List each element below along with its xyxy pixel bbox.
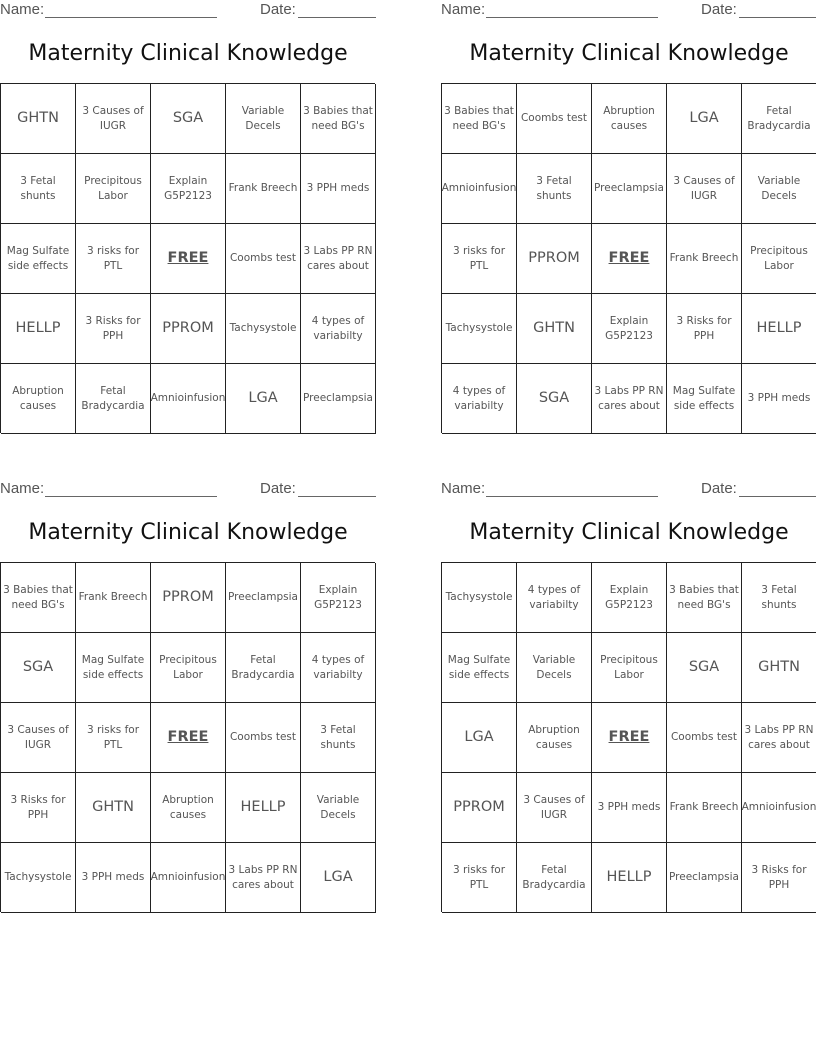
bingo-grid	[441, 562, 816, 912]
date-label: Date:	[701, 1, 737, 18]
bingo-cell: 3 Labs PP RN cares about	[592, 364, 667, 434]
bingo-cell: HELLP	[592, 843, 667, 913]
bingo-cell: Precipitous Labor	[592, 633, 667, 703]
bingo-card	[0, 0, 376, 440]
free-space-cell: FREE	[151, 703, 226, 773]
free-space-cell: FREE	[151, 224, 226, 294]
bingo-cell: Amnioinfusion	[151, 364, 226, 434]
bingo-cell: Fetal Bradycardia	[76, 364, 151, 434]
bingo-cell: LGA	[442, 703, 517, 773]
name-date-header	[441, 1, 816, 21]
bingo-cell: 3 Labs PP RN cares about	[226, 843, 301, 913]
bingo-cell: Amnioinfusion	[151, 843, 226, 913]
bingo-cell: 4 types of variabilty	[301, 633, 376, 703]
bingo-cell: Precipitous Labor	[76, 154, 151, 224]
bingo-cell: Coombs test	[226, 703, 301, 773]
bingo-cell: Mag Sulfate side effects	[442, 633, 517, 703]
name-blank-line[interactable]	[486, 17, 658, 18]
bingo-cell: Tachysystole	[442, 294, 517, 364]
bingo-cell: 3 Babies that need BG's	[1, 563, 76, 633]
bingo-cell: PPROM	[442, 773, 517, 843]
bingo-cell: 3 Fetal shunts	[517, 154, 592, 224]
bingo-grid	[441, 83, 816, 433]
bingo-cell: 3 PPH meds	[301, 154, 376, 224]
card-title: Maternity Clinical Knowledge	[28, 41, 348, 66]
bingo-cell: 4 types of variabilty	[301, 294, 376, 364]
bingo-cell: PPROM	[517, 224, 592, 294]
card-title: Maternity Clinical Knowledge	[28, 520, 348, 545]
bingo-card	[0, 479, 376, 919]
bingo-cell: Fetal Bradycardia	[517, 843, 592, 913]
name-label: Name:	[0, 480, 45, 497]
name-blank-line[interactable]	[45, 17, 217, 18]
date-blank-line[interactable]	[298, 17, 376, 18]
bingo-cell: 3 PPH meds	[592, 773, 667, 843]
name-date-header	[441, 480, 816, 500]
bingo-cell: GHTN	[742, 633, 816, 703]
bingo-cell: 3 Causes of IUGR	[76, 84, 151, 154]
bingo-cell: 3 PPH meds	[76, 843, 151, 913]
bingo-cell: PPROM	[151, 563, 226, 633]
bingo-cell: GHTN	[517, 294, 592, 364]
bingo-cell: Precipitous Labor	[151, 633, 226, 703]
bingo-cell: 3 risks for PTL	[442, 843, 517, 913]
bingo-cell: Variable Decels	[301, 773, 376, 843]
bingo-cell: PPROM	[151, 294, 226, 364]
bingo-cell: 3 risks for PTL	[442, 224, 517, 294]
date-blank-line[interactable]	[739, 17, 816, 18]
bingo-grid	[0, 83, 375, 433]
bingo-cell: Tachysystole	[1, 843, 76, 913]
bingo-cell: Explain G5P2123	[592, 563, 667, 633]
name-date-header	[0, 480, 376, 500]
bingo-cell: Abruption causes	[1, 364, 76, 434]
bingo-cell: Mag Sulfate side effects	[76, 633, 151, 703]
bingo-cell: SGA	[1, 633, 76, 703]
bingo-cell: 3 Babies that need BG's	[667, 563, 742, 633]
bingo-cell: Mag Sulfate side effects	[667, 364, 742, 434]
bingo-cell: SGA	[517, 364, 592, 434]
bingo-cell: GHTN	[1, 84, 76, 154]
bingo-cell: Fetal Bradycardia	[226, 633, 301, 703]
bingo-cell: SGA	[667, 633, 742, 703]
bingo-cell: Tachysystole	[226, 294, 301, 364]
name-blank-line[interactable]	[486, 496, 658, 497]
bingo-cell: Frank Breech	[667, 773, 742, 843]
date-blank-line[interactable]	[739, 496, 816, 497]
free-space-cell: FREE	[592, 703, 667, 773]
bingo-cell: Explain G5P2123	[592, 294, 667, 364]
bingo-cell: 3 Fetal shunts	[742, 563, 816, 633]
bingo-cell: 4 types of variabilty	[517, 563, 592, 633]
bingo-cell: 3 Fetal shunts	[1, 154, 76, 224]
bingo-cell: Abruption causes	[151, 773, 226, 843]
bingo-cell: Abruption causes	[592, 84, 667, 154]
bingo-cell: Explain G5P2123	[151, 154, 226, 224]
bingo-cell: Precipitous Labor	[742, 224, 816, 294]
bingo-cell: Variable Decels	[742, 154, 816, 224]
date-blank-line[interactable]	[298, 496, 376, 497]
bingo-cell: Preeclampsia	[592, 154, 667, 224]
bingo-cell: 3 risks for PTL	[76, 224, 151, 294]
bingo-cell: Preeclampsia	[226, 563, 301, 633]
date-label: Date:	[260, 480, 296, 497]
bingo-cell: 3 Risks for PPH	[1, 773, 76, 843]
bingo-cell: Explain G5P2123	[301, 563, 376, 633]
bingo-cell: 3 Babies that need BG's	[442, 84, 517, 154]
date-label: Date:	[260, 1, 296, 18]
bingo-cell: Coombs test	[667, 703, 742, 773]
name-label: Name:	[441, 480, 486, 497]
card-title: Maternity Clinical Knowledge	[469, 520, 789, 545]
bingo-cell: Tachysystole	[442, 563, 517, 633]
bingo-card	[441, 479, 816, 919]
bingo-cell: GHTN	[76, 773, 151, 843]
bingo-cell: 3 Causes of IUGR	[517, 773, 592, 843]
bingo-cell: 3 Labs PP RN cares about	[301, 224, 376, 294]
name-label: Name:	[0, 1, 45, 18]
bingo-cell: SGA	[151, 84, 226, 154]
bingo-cell: 3 Risks for PPH	[742, 843, 816, 913]
bingo-cell: Variable Decels	[226, 84, 301, 154]
bingo-cell: Preeclampsia	[301, 364, 376, 434]
bingo-cell: HELLP	[226, 773, 301, 843]
bingo-cell: 3 Causes of IUGR	[667, 154, 742, 224]
bingo-cell: 3 risks for PTL	[76, 703, 151, 773]
bingo-grid	[0, 562, 375, 912]
bingo-cell: Preeclampsia	[667, 843, 742, 913]
bingo-cell: Amnioinfusion	[442, 154, 517, 224]
bingo-cell: Amnioinfusion	[742, 773, 816, 843]
bingo-cell: Coombs test	[517, 84, 592, 154]
bingo-cell: Mag Sulfate side effects	[1, 224, 76, 294]
bingo-cell: Frank Breech	[76, 563, 151, 633]
bingo-cell: 3 Labs PP RN cares about	[742, 703, 816, 773]
bingo-cell: Frank Breech	[226, 154, 301, 224]
date-label: Date:	[701, 480, 737, 497]
bingo-cell: Variable Decels	[517, 633, 592, 703]
bingo-cell: LGA	[226, 364, 301, 434]
bingo-cell: Abruption causes	[517, 703, 592, 773]
name-blank-line[interactable]	[45, 496, 217, 497]
name-date-header	[0, 1, 376, 21]
bingo-card	[441, 0, 816, 440]
bingo-cell: LGA	[301, 843, 376, 913]
bingo-cell: Coombs test	[226, 224, 301, 294]
bingo-cell: 3 Babies that need BG's	[301, 84, 376, 154]
card-title: Maternity Clinical Knowledge	[469, 41, 789, 66]
bingo-cell: HELLP	[742, 294, 816, 364]
bingo-cell: Frank Breech	[667, 224, 742, 294]
name-label: Name:	[441, 1, 486, 18]
bingo-cell: HELLP	[1, 294, 76, 364]
bingo-cell: 3 Causes of IUGR	[1, 703, 76, 773]
bingo-cell: 3 Risks for PPH	[76, 294, 151, 364]
bingo-cell: 3 Fetal shunts	[301, 703, 376, 773]
free-space-cell: FREE	[592, 224, 667, 294]
bingo-cell: 3 PPH meds	[742, 364, 816, 434]
bingo-cell: 3 Risks for PPH	[667, 294, 742, 364]
bingo-cell: Fetal Bradycardia	[742, 84, 816, 154]
bingo-cell: 4 types of variabilty	[442, 364, 517, 434]
bingo-cell: LGA	[667, 84, 742, 154]
